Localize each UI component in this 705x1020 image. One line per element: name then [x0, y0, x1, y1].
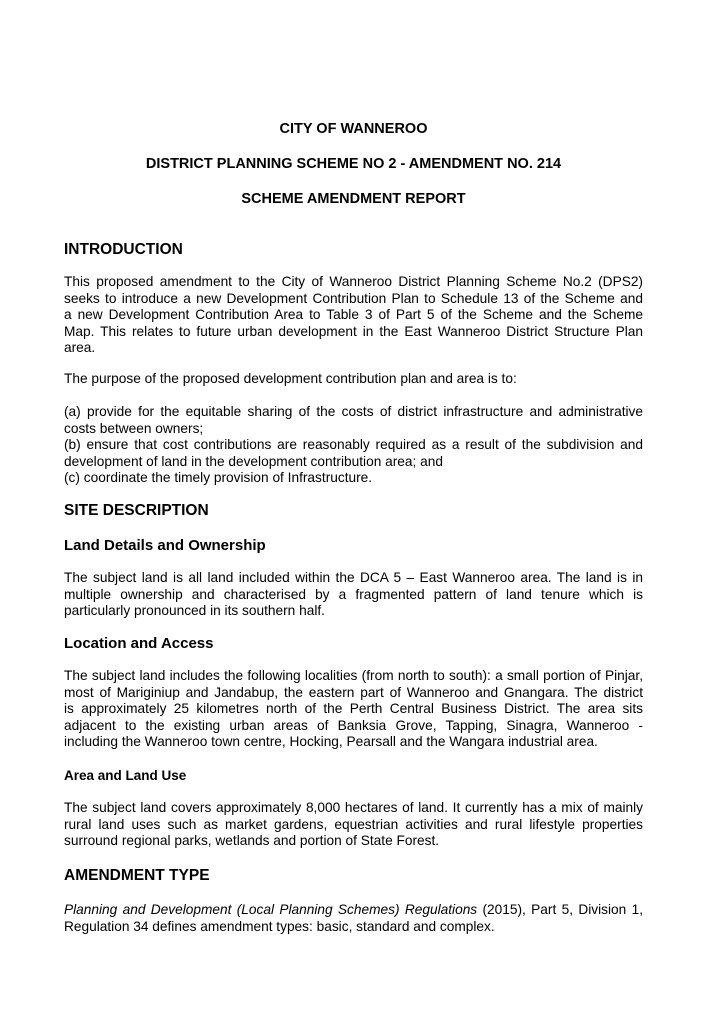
city-title: CITY OF WANNEROO [279, 121, 428, 137]
land-details-heading: Land Details and Ownership [64, 537, 266, 554]
amendment-type-heading: AMENDMENT TYPE [64, 867, 210, 884]
text-line: surround regional parks, wetlands and portion of State Forest. [64, 833, 440, 849]
report-title: SCHEME AMENDMENT REPORT [241, 191, 466, 207]
text-line: seeks to introduce a new Development Contribution Plan to Schedule 13 of the Scheme and [64, 290, 643, 306]
area-land-use-heading: Area and Land Use [64, 768, 187, 783]
area-land-use-paragraph [64, 800, 643, 850]
list-line: development of land in the development contribution area; and [64, 453, 443, 469]
text-line: The subject land includes the following localities (from north to south): a small portion of Pinjar, [64, 668, 643, 683]
regulations-suffix: (2015), Part 5, Division 1, [477, 902, 643, 917]
text-line: area. [64, 340, 96, 356]
list-line: (b) ensure that cost contributions are reasonably required as a result of the subdivision and [64, 437, 643, 453]
list-line: (c) coordinate the timely provision of Infrastructure. [64, 470, 373, 486]
introduction-heading: INTRODUCTION [64, 241, 183, 258]
text-line: adjacent to the existing urban areas of Banksia Grove, Tapping, Sinagra, Wanneroo - [64, 717, 643, 733]
amendment-type-paragraph [64, 902, 643, 935]
introduction-paragraph [64, 274, 643, 357]
text-line: The purpose of the proposed development contribution plan and area is to: [64, 371, 517, 386]
list-line: (a) provide for the equitable sharing of the costs of district infrastructure and administrative [64, 404, 643, 419]
list-line: costs between owners; [64, 420, 204, 436]
scheme-title: DISTRICT PLANNING SCHEME NO 2 - AMENDMENT NO. 214 [145, 156, 562, 172]
purpose-paragraph [64, 371, 643, 388]
purpose-list [64, 404, 643, 487]
text-line: Regulation 34 defines amendment types: basic, standard and complex. [64, 918, 495, 934]
text-line: The subject land is all land included within the DCA 5 – East Wanneroo area. The land is in [64, 570, 643, 585]
location-heading: Location and Access [64, 635, 214, 652]
location-paragraph [64, 668, 643, 751]
text-line: is approximately 25 kilometres north of the Perth Central Business District. The area sits [64, 701, 643, 717]
text-line: Map. This relates to future urban development in the East Wanneroo District Structure Plan [64, 323, 643, 339]
text-line: The subject land covers approximately 8,000 hectares of land. It currently has a mix of mainly [64, 800, 643, 815]
text-line: rural land uses such as market gardens, equestrian activities and rural lifestyle properties [64, 816, 643, 832]
text-line: including the Wanneroo town centre, Hocking, Pearsall and the Wangara industrial area. [64, 734, 598, 750]
text-line: most of Mariginiup and Jandabup, the eastern part of Wanneroo and Gnangara. The district [64, 684, 643, 700]
text-line: multiple ownership and characterised by a fragmented pattern of land tenure which is [64, 586, 643, 602]
text-line: a new Development Contribution Area to Table 3 of Part 5 of the Scheme and the Scheme [64, 307, 643, 323]
land-details-paragraph [64, 570, 643, 620]
text-line [64, 902, 643, 919]
text-line: This proposed amendment to the City of Wanneroo District Planning Scheme No.2 (DPS2) [64, 274, 643, 289]
regulations-title: Planning and Development (Local Planning Schemes) Regulations [64, 902, 478, 917]
site-description-heading: SITE DESCRIPTION [64, 502, 209, 519]
text-line: particularly pronounced in its southern half. [64, 603, 325, 619]
